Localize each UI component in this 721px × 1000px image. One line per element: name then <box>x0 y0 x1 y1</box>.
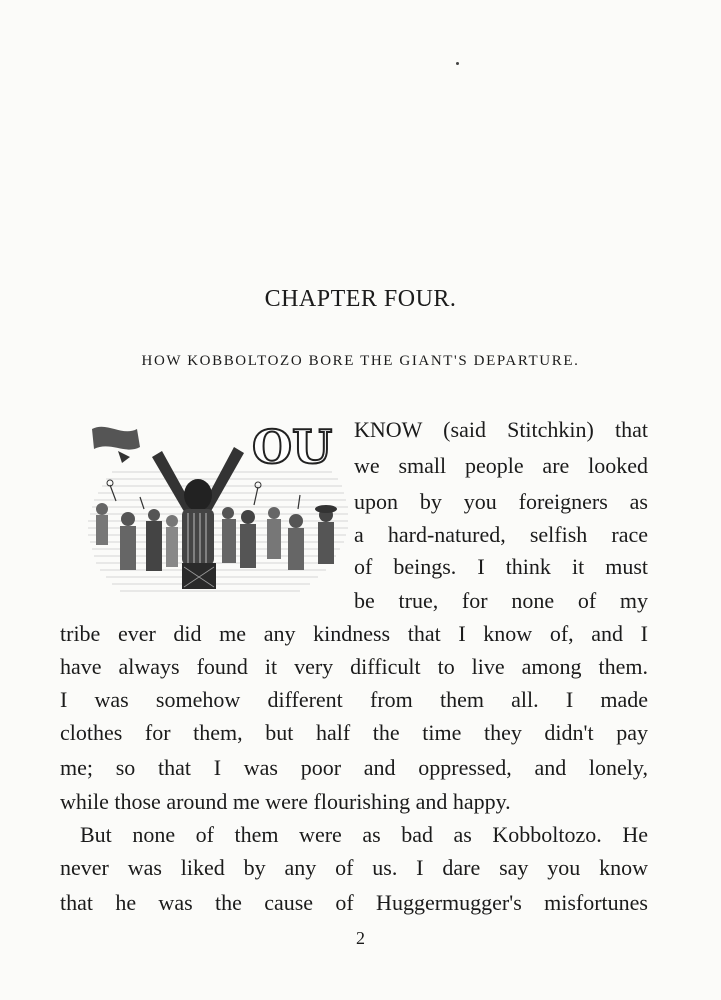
dropcap-illustration <box>82 417 350 609</box>
text-line: while those around me were flourishing and happy. <box>60 789 511 814</box>
text-line: clothes for them, but half the time they didn't pay <box>60 720 648 745</box>
chapter-title: CHAPTER FOUR. <box>264 286 457 312</box>
ink-speck <box>456 62 459 65</box>
text-line: that he was the cause of Huggermugger's misfortunes <box>60 890 648 915</box>
text-line: have always found it very difficult to live among them. <box>60 654 648 679</box>
svg-text:OU: OU <box>252 420 333 474</box>
page-number: 2 <box>356 928 365 948</box>
text-line: we small people are looked <box>354 453 648 478</box>
text-line: of beings. I think it must <box>354 554 648 579</box>
text-line: me; so that I was poor and oppressed, and lonely, <box>60 755 648 780</box>
dropcap-ou <box>252 420 332 474</box>
text-line: tribe ever did me any kindness that I know of, and I <box>60 621 648 646</box>
text-line: never was liked by any of us. I dare say you know <box>60 855 648 880</box>
text-line: a hard-natured, selfish race <box>354 522 648 547</box>
text-line: upon by you foreigners as <box>354 489 648 514</box>
text-line: KNOW (said Stitchkin) that <box>354 417 648 442</box>
text-line: I was somehow different from them all. I made <box>60 687 648 712</box>
chapter-subtitle: HOW KOBBOLTOZO BORE THE GIANT'S DEPARTURE. <box>141 353 580 369</box>
text-line: be true, for none of my <box>354 588 648 613</box>
text-line: But none of them were as bad as Kobboltozo. He <box>80 822 648 847</box>
